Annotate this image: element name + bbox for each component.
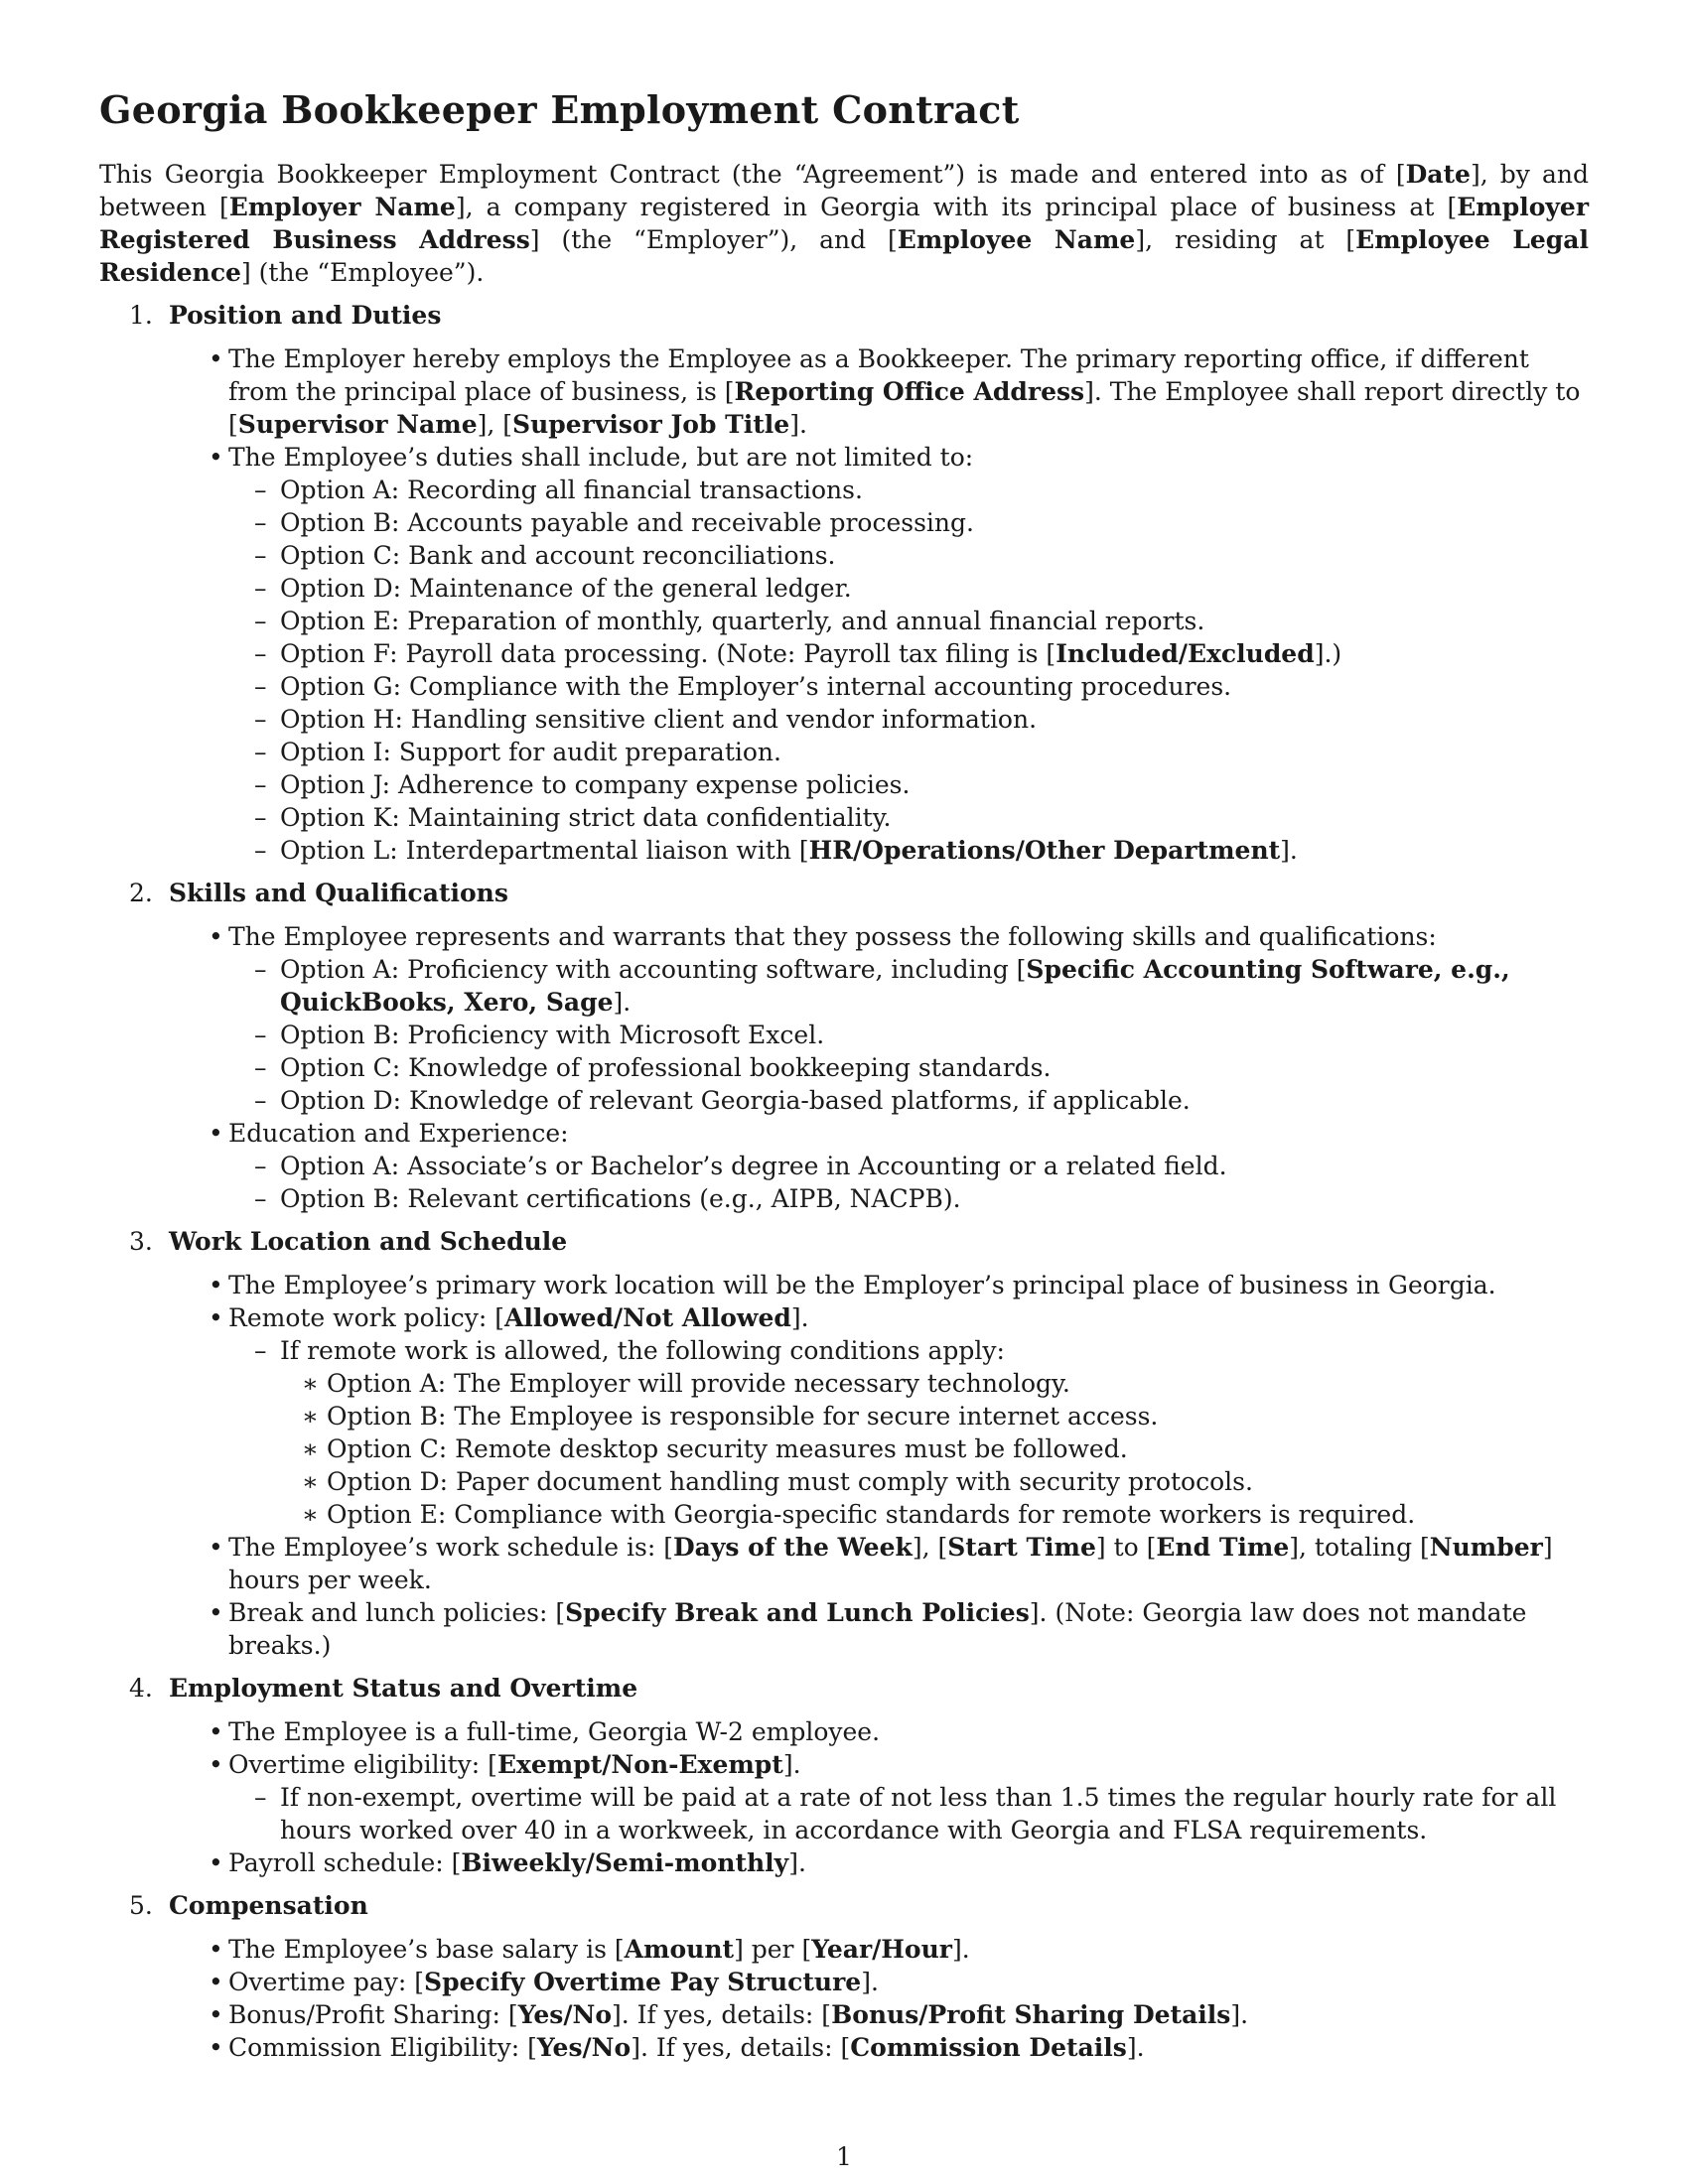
sub-item: – Option C: Bank and account reconciliations. bbox=[228, 539, 1589, 572]
item-text: ], totaling [ bbox=[1289, 1533, 1430, 1562]
item-text: ] to [ bbox=[1095, 1533, 1157, 1562]
section-number: 4. bbox=[129, 1674, 153, 1703]
sub-item: – Option A: Associate’s or Bachelor’s degree in Accounting or a related field. bbox=[228, 1150, 1589, 1182]
placeholder-employer-name: Employer Name bbox=[228, 193, 456, 221]
sub-list bbox=[228, 1150, 1589, 1215]
bullet-list bbox=[169, 1933, 1589, 2064]
intro-text: ], by and between [ bbox=[99, 160, 1589, 221]
sub-list bbox=[228, 1334, 1589, 1531]
placeholder-field: Specific Accounting Software, e.g., QuickBooks, Xero, Sage bbox=[280, 955, 1510, 1017]
placeholder-field: Commission Details bbox=[850, 2033, 1127, 2062]
sub-item bbox=[228, 834, 1589, 867]
sub-item: – Option H: Handling sensitive client and vendor information. bbox=[228, 703, 1589, 736]
sub-item: – Option G: Compliance with the Employer’s internal accounting procedures. bbox=[228, 670, 1589, 703]
item-text: ], [ bbox=[912, 1533, 948, 1562]
list-item bbox=[169, 1966, 1589, 1998]
item-text: ]. bbox=[789, 410, 807, 439]
item-text: ]. The Employee shall report directly to [ bbox=[228, 377, 1581, 439]
sub-sub-item: ∗ Option D: Paper document handling must comply with security protocols. bbox=[280, 1465, 1589, 1498]
sub-item: – Option C: Knowledge of professional bookkeeping standards. bbox=[228, 1051, 1589, 1084]
section-heading bbox=[129, 299, 1589, 333]
section-number: 2. bbox=[129, 879, 153, 907]
item-text: Payroll schedule: [ bbox=[228, 1848, 462, 1877]
list-item bbox=[169, 1846, 1589, 1879]
sub-sub-item: ∗ Option E: Compliance with Georgia-specific standards for remote workers is required. bbox=[280, 1498, 1589, 1531]
item-text: Option L: Interdepartmental liaison with [ bbox=[280, 836, 809, 865]
item-text: ]. bbox=[790, 1303, 809, 1332]
intro-text: ], a company registered in Georgia with its principal place of business at [ bbox=[455, 193, 1458, 221]
item-text: ]. bbox=[861, 1968, 879, 1996]
item-text: The Employee’s duties shall include, but are not limited to: bbox=[228, 443, 974, 472]
section-title: Compensation bbox=[169, 1891, 368, 1920]
sub-item: – If non-exempt, overtime will be paid at a rate of not less than 1.5 times the regular hourly rate for all hours worked over 40 in a workweek, in accordance with Georgia and FLSA requirements. bbox=[228, 1781, 1589, 1846]
item-text: ]. If yes, details: [ bbox=[612, 2000, 832, 2029]
item-text: ]. bbox=[1126, 2033, 1145, 2062]
section-number: 1. bbox=[129, 301, 153, 330]
section-title: Skills and Qualifications bbox=[169, 879, 508, 907]
section-title: Position and Duties bbox=[169, 301, 442, 330]
bullet-list bbox=[169, 342, 1589, 867]
item-text: ].) bbox=[1314, 639, 1342, 668]
placeholder-field: Biweekly/Semi-monthly bbox=[461, 1848, 789, 1877]
sub-item: – Option D: Maintenance of the general ledger. bbox=[228, 572, 1589, 605]
placeholder-field: Start Time bbox=[947, 1533, 1096, 1562]
section-compensation bbox=[99, 1889, 1589, 2064]
placeholder-field: Supervisor Name bbox=[237, 410, 478, 439]
bullet-list bbox=[169, 1269, 1589, 1662]
item-text: Education and Experience: bbox=[228, 1119, 569, 1148]
item-text: The Employee represents and warrants that they possess the following skills and qualifications: bbox=[228, 922, 1437, 951]
list-item bbox=[169, 1998, 1589, 2031]
item-text: Remote work policy: [ bbox=[228, 1303, 504, 1332]
item-text: ] per [ bbox=[734, 1935, 812, 1964]
section-employment-status-overtime bbox=[99, 1672, 1589, 1879]
section-heading bbox=[129, 1672, 1589, 1706]
document-page bbox=[99, 87, 1589, 2074]
sub-item bbox=[228, 1334, 1589, 1531]
item-text: ]. (Note: Georgia law does not mandate breaks.) bbox=[228, 1598, 1527, 1660]
sub-item: – Option B: Accounts payable and receivable processing. bbox=[228, 506, 1589, 539]
section-title: Work Location and Schedule bbox=[169, 1227, 568, 1256]
bullet-list bbox=[169, 920, 1589, 1215]
list-item bbox=[169, 342, 1589, 441]
sub-item: – Option D: Knowledge of relevant Georgia-based platforms, if applicable. bbox=[228, 1084, 1589, 1117]
list-item bbox=[169, 1933, 1589, 1966]
sub-sub-list bbox=[280, 1367, 1589, 1531]
section-work-location-schedule bbox=[99, 1225, 1589, 1662]
placeholder-field: Days of the Week bbox=[672, 1533, 913, 1562]
placeholder-field: Allowed/Not Allowed bbox=[503, 1303, 791, 1332]
placeholder-field: Exempt/Non-Exempt bbox=[496, 1750, 783, 1779]
item-text: The Employee’s base salary is [ bbox=[228, 1935, 625, 1964]
item-text: ]. bbox=[613, 988, 632, 1017]
sub-sub-item: ∗ Option B: The Employee is responsible for secure internet access. bbox=[280, 1400, 1589, 1433]
document-title: Georgia Bookkeeper Employment Contract bbox=[99, 87, 1020, 132]
page-number: 1 bbox=[836, 2142, 852, 2171]
placeholder-field: Bonus/Profit Sharing Details bbox=[831, 2000, 1231, 2029]
placeholder-field: Number bbox=[1429, 1533, 1543, 1562]
item-text: If remote work is allowed, the following conditions apply: bbox=[280, 1336, 1005, 1365]
placeholder-field: Supervisor Job Title bbox=[512, 410, 790, 439]
placeholder-field: Specify Break and Lunch Policies bbox=[565, 1598, 1030, 1627]
placeholder-field: Included/Excluded bbox=[1055, 639, 1315, 668]
item-text: Commission Eligibility: [ bbox=[228, 2033, 537, 2062]
sub-item: – Option B: Relevant certifications (e.g., AIPB, NACPB). bbox=[228, 1182, 1589, 1215]
item-text: ], [ bbox=[477, 410, 513, 439]
intro-text: ], residing at [ bbox=[1135, 225, 1356, 254]
placeholder-date: Date bbox=[1405, 160, 1471, 189]
list-item bbox=[169, 2031, 1589, 2064]
sub-item: – Option A: Recording all financial transactions. bbox=[228, 474, 1589, 506]
item-text: Overtime eligibility: [ bbox=[228, 1750, 497, 1779]
item-text: The Employee’s work schedule is: [ bbox=[228, 1533, 673, 1562]
sub-item: – Option I: Support for audit preparation. bbox=[228, 736, 1589, 768]
sub-sub-item: ∗ Option A: The Employer will provide necessary technology. bbox=[280, 1367, 1589, 1400]
list-item bbox=[169, 1596, 1589, 1662]
item-text: Break and lunch policies: [ bbox=[228, 1598, 566, 1627]
sub-list bbox=[228, 1781, 1589, 1846]
placeholder-employee-name: Employee Name bbox=[897, 225, 1136, 254]
item-text: ]. bbox=[951, 1935, 970, 1964]
item-text: ]. bbox=[782, 1750, 801, 1779]
intro-text: ] (the “Employer”), and [ bbox=[529, 225, 898, 254]
placeholder-field: End Time bbox=[1156, 1533, 1290, 1562]
section-title: Employment Status and Overtime bbox=[169, 1674, 638, 1703]
item-text: ]. bbox=[1280, 836, 1298, 865]
placeholder-field: HR/Operations/Other Department bbox=[808, 836, 1281, 865]
item-text: ]. bbox=[788, 1848, 806, 1877]
list-item bbox=[169, 1117, 1589, 1215]
item-text: Option A: Proficiency with accounting software, including [ bbox=[280, 955, 1027, 984]
item-text: The Employer hereby employs the Employee as a Bookkeeper. The primary reporting office, if different from the principal place of business, is [ bbox=[228, 344, 1529, 406]
sub-item: – Option K: Maintaining strict data confidentiality. bbox=[228, 801, 1589, 834]
placeholder-field: Yes/No bbox=[536, 2033, 632, 2062]
sub-item: – Option E: Preparation of monthly, quarterly, and annual financial reports. bbox=[228, 605, 1589, 637]
intro-text: ] (the “Employee”). bbox=[240, 258, 485, 287]
section-heading bbox=[129, 1889, 1589, 1923]
intro-text: This Georgia Bookkeeper Employment Contract (the “Agreement”) is made and entered into as of [ bbox=[99, 160, 1406, 189]
item-text: Option F: Payroll data processing. (Note: Payroll tax filing is [ bbox=[280, 639, 1056, 668]
section-skills-qualifications bbox=[99, 877, 1589, 1215]
placeholder-employer-address: Employer Registered Business Address bbox=[99, 193, 1589, 254]
section-heading bbox=[129, 877, 1589, 910]
placeholder-employee-residence: Employee Legal Residence bbox=[99, 225, 1589, 287]
placeholder-field: Year/Hour bbox=[811, 1935, 952, 1964]
placeholder-field: Amount bbox=[624, 1935, 735, 1964]
sub-list bbox=[228, 474, 1589, 867]
list-item bbox=[169, 1748, 1589, 1846]
placeholder-field: Yes/No bbox=[517, 2000, 612, 2029]
list-item bbox=[169, 920, 1589, 1117]
placeholder-field: Reporting Office Address bbox=[734, 377, 1085, 406]
list-item bbox=[169, 1531, 1589, 1596]
contract-sections bbox=[99, 299, 1589, 2064]
item-text: Bonus/Profit Sharing: [ bbox=[228, 2000, 518, 2029]
intro-paragraph bbox=[99, 158, 1589, 289]
sub-item bbox=[228, 953, 1589, 1019]
sub-sub-item: ∗ Option C: Remote desktop security measures must be followed. bbox=[280, 1433, 1589, 1465]
bullet-list bbox=[169, 1715, 1589, 1879]
list-item bbox=[169, 1301, 1589, 1531]
sub-item bbox=[228, 637, 1589, 670]
list-item bbox=[169, 441, 1589, 867]
section-position-duties bbox=[99, 299, 1589, 867]
sub-list bbox=[228, 953, 1589, 1117]
list-item: • The Employee’s primary work location will be the Employer’s principal place of business in Georgia. bbox=[169, 1269, 1589, 1301]
item-text: ]. If yes, details: [ bbox=[631, 2033, 851, 2062]
item-text: ]. bbox=[1230, 2000, 1249, 2029]
item-text: ] hours per week. bbox=[228, 1533, 1553, 1594]
section-number: 3. bbox=[129, 1227, 153, 1256]
sub-item: – Option J: Adherence to company expense policies. bbox=[228, 768, 1589, 801]
section-number: 5. bbox=[129, 1891, 153, 1920]
item-text: Overtime pay: [ bbox=[228, 1968, 425, 1996]
sub-item: – Option B: Proficiency with Microsoft Excel. bbox=[228, 1019, 1589, 1051]
placeholder-field: Specify Overtime Pay Structure bbox=[424, 1968, 862, 1996]
section-heading bbox=[129, 1225, 1589, 1259]
list-item: • The Employee is a full-time, Georgia W-2 employee. bbox=[169, 1715, 1589, 1748]
